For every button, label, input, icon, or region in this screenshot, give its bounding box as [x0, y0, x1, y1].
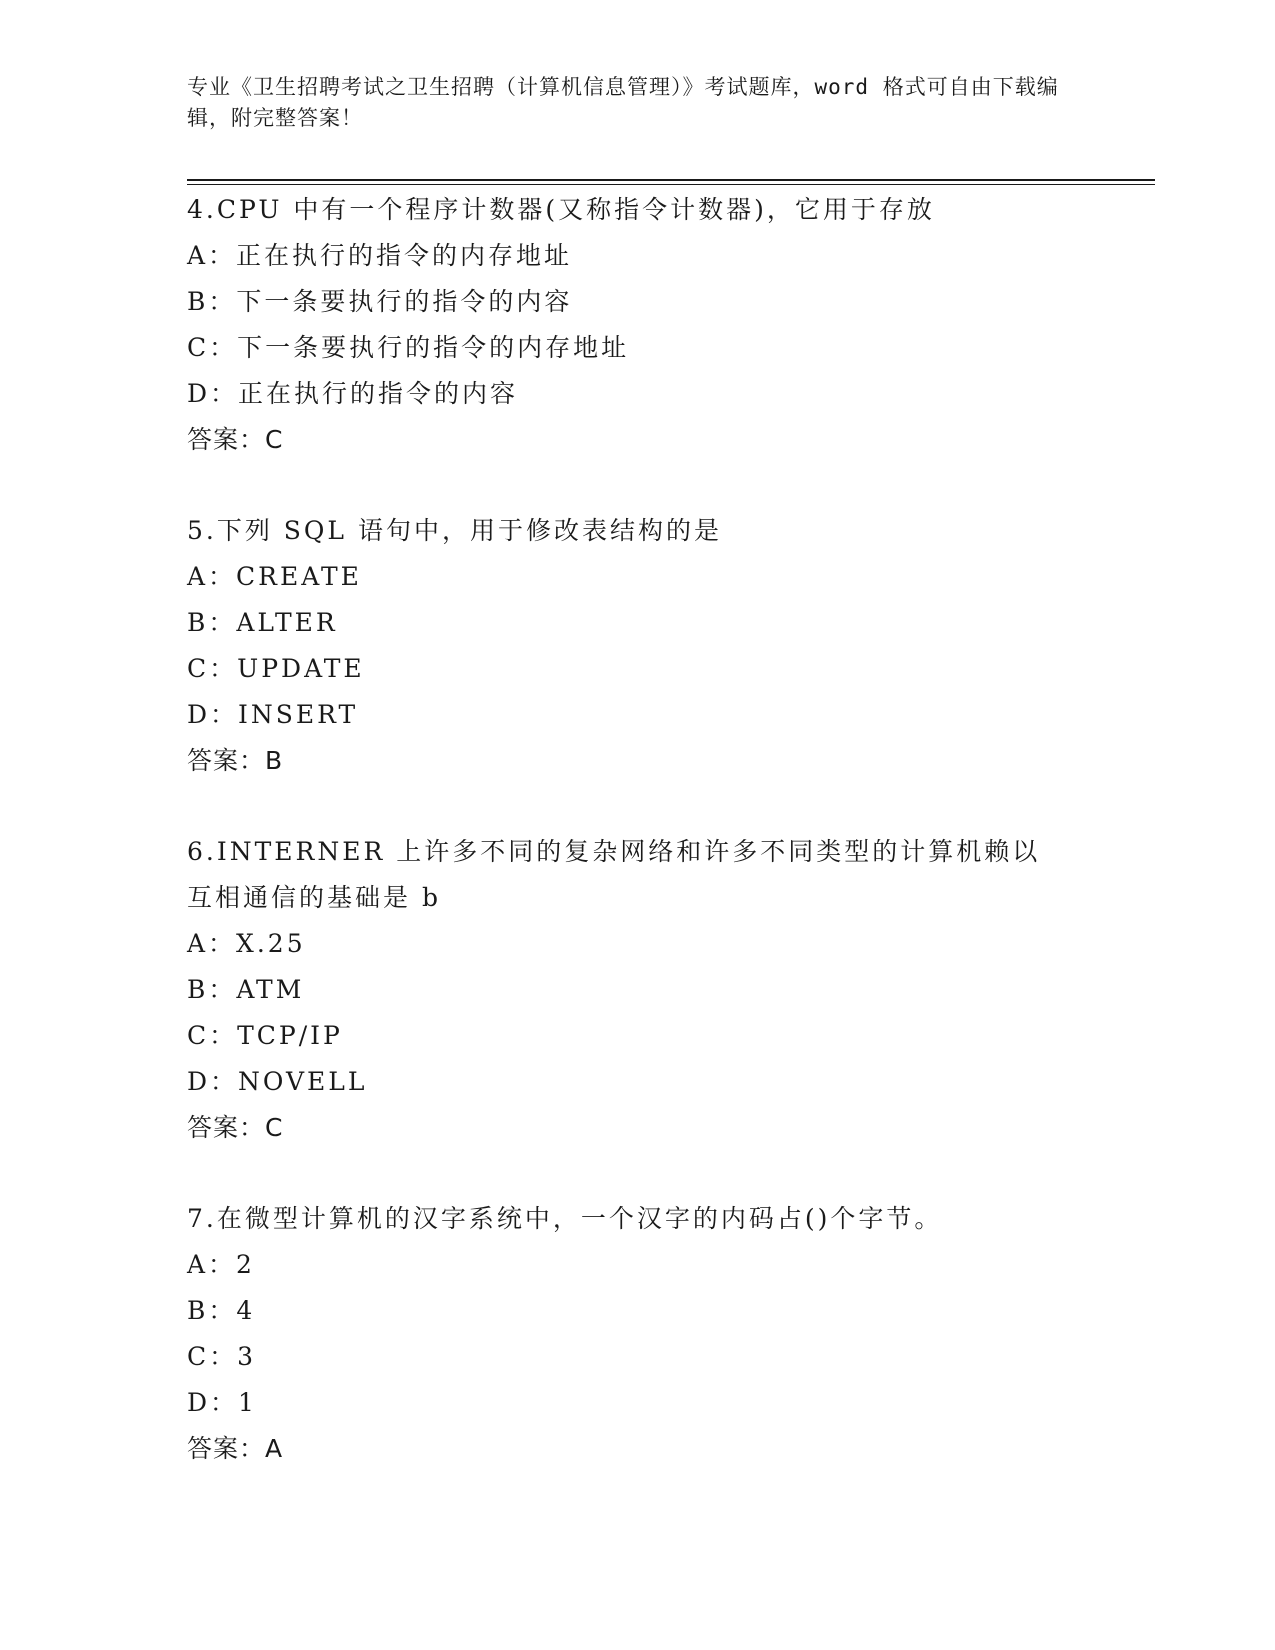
option-c: C：UPDATE: [187, 654, 365, 683]
question-stem: 5.下列 SQL 语句中，用于修改表结构的是: [187, 516, 722, 545]
answer-line: 答案：A: [187, 1434, 284, 1463]
option-a: A：正在执行的指令的内存地址: [187, 241, 573, 270]
question-5: [187, 508, 1087, 784]
option-a: A：2: [187, 1250, 255, 1279]
option-a: A：X.25: [187, 929, 306, 958]
answer-line: 答案：C: [187, 425, 284, 454]
header-divider-thin: [187, 184, 1155, 185]
question-stem: 4.CPU 中有一个程序计数器(又称指令计数器)，它用于存放: [187, 195, 935, 224]
option-a: A：CREATE: [187, 562, 362, 591]
question-list: [187, 187, 1087, 1517]
option-d: D：正在执行的指令的内容: [187, 379, 519, 408]
option-b: B：下一条要执行的指令的内容: [187, 287, 573, 316]
question-stem: 6.INTERNER 上许多不同的复杂网络和许多不同类型的计算机赖以互相通信的基础是 b: [187, 837, 1041, 912]
option-d: D：1: [187, 1388, 257, 1417]
option-b: B：ALTER: [187, 608, 338, 637]
option-d: D：NOVELL: [187, 1067, 368, 1096]
option-b: B：4: [187, 1296, 256, 1325]
option-b: B：ATM: [187, 975, 305, 1004]
option-d: D：INSERT: [187, 700, 359, 729]
option-c: C：TCP/IP: [187, 1021, 343, 1050]
option-c: C：下一条要执行的指令的内存地址: [187, 333, 630, 362]
question-stem: 7.在微型计算机的汉字系统中，一个汉字的内码占()个字节。: [187, 1204, 943, 1233]
question-6: [187, 829, 1087, 1151]
question-4: [187, 187, 1087, 463]
answer-line: 答案：B: [187, 746, 284, 775]
document-header: 专业《卫生招聘考试之卫生招聘（计算机信息管理）》考试题库，word 格式可自由下载编辑，附完整答案！: [187, 75, 1059, 130]
question-7: [187, 1196, 1087, 1472]
option-c: C：3: [187, 1342, 257, 1371]
answer-line: 答案：C: [187, 1113, 284, 1142]
header-divider-thick: [187, 179, 1155, 181]
